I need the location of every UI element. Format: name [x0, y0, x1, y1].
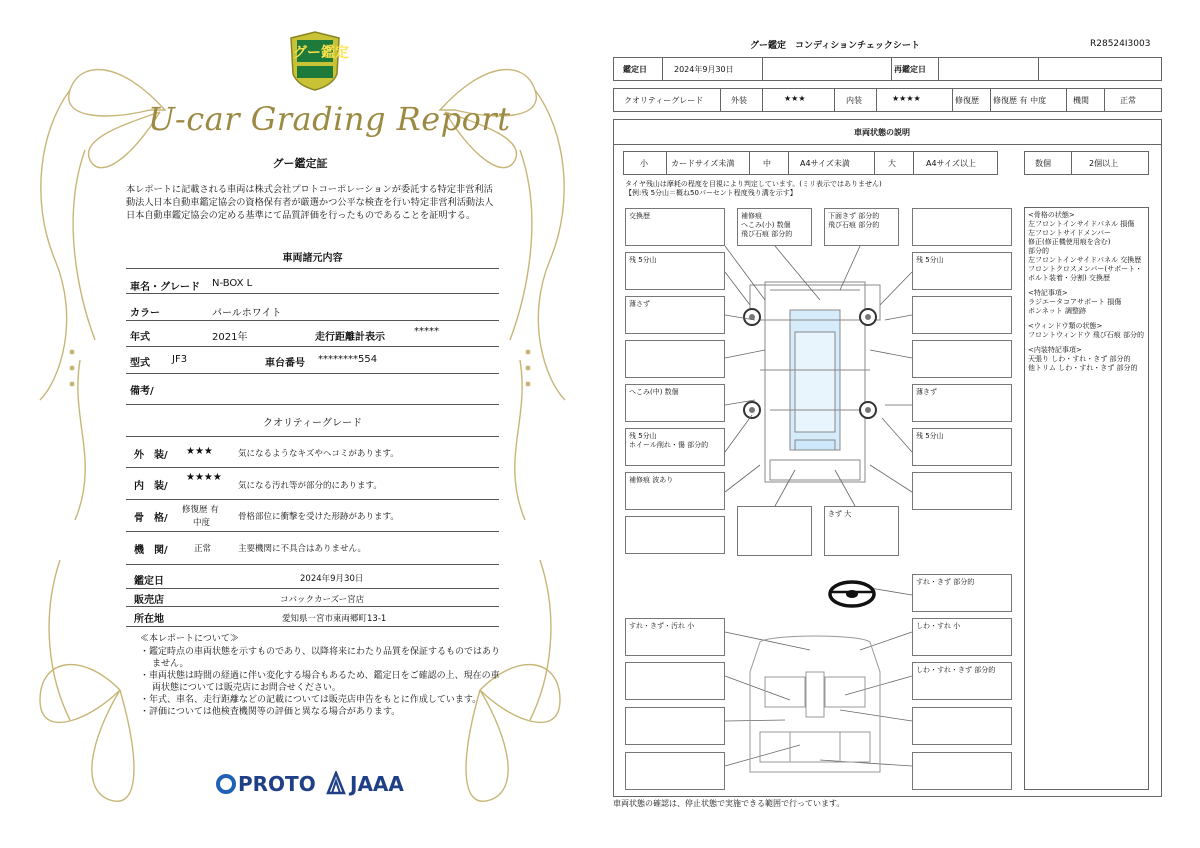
divider: [126, 564, 499, 565]
frame-label: 骨 格/: [134, 513, 168, 524]
address-label: 所在地: [134, 614, 164, 625]
divider: [126, 436, 499, 437]
legend-large-desc: A4サイズ以上: [926, 159, 976, 168]
interior-label: 内 装/: [134, 481, 168, 492]
note-item: ・鑑定時点の車両状態を示すものであり、以降将来にわたり品質を保証するものではありません。: [140, 647, 501, 669]
spec-section-title: 車両諸元内容: [282, 253, 343, 264]
divider: [126, 499, 499, 500]
engine-value: 正常: [194, 544, 212, 554]
tire-note-1: タイヤ残山は摩耗の程度を目視により判定しています。(ミリ表示ではありません): [625, 180, 882, 188]
note-box: [625, 516, 725, 554]
note-box: 残 5分山: [912, 252, 1012, 290]
frame-value-2: 中度: [193, 518, 211, 528]
engine-text: 主要機関に不具合はありません。: [238, 544, 367, 554]
report-notes: [140, 633, 500, 718]
note-box: [912, 340, 1012, 378]
note-box: しわ・すれ・きず 部分的: [912, 662, 1012, 700]
model-label: 型式: [130, 358, 150, 369]
address-value: 愛知県一宮市東両郷町13-1: [282, 614, 387, 624]
certificate-title: グー鑑定証: [272, 157, 328, 170]
engine-label: 機 関/: [134, 545, 168, 556]
side-notes-panel: [1024, 207, 1149, 790]
note-box: [625, 707, 725, 745]
exterior-stars: ★★★: [784, 94, 806, 103]
legend-medium: 中: [763, 159, 771, 168]
remarks-label: 備考/: [130, 386, 154, 397]
sheet-title: グー鑑定 コンディションチェックシート: [750, 41, 920, 51]
repair-label: 修復歴: [955, 96, 979, 105]
divider: [126, 346, 499, 347]
divider: [126, 606, 499, 607]
jaaa-brand: JAAA: [350, 772, 404, 796]
date-value: 2024年9月30日: [674, 65, 734, 74]
note-box: [912, 707, 1012, 745]
note-box: 残 5分山: [912, 428, 1012, 466]
dealer-value: コバックカーズー宮店: [280, 595, 365, 605]
exterior-text: 気になるようなキズやヘコミがあります。: [238, 449, 399, 459]
proto-logo-icon: [215, 773, 237, 795]
exterior-label: 外 装/: [134, 450, 168, 461]
proto-brand: PROTO: [238, 772, 316, 796]
exterior-stars: ★★★: [186, 446, 213, 457]
legend-count-desc: 2個以上: [1089, 159, 1119, 168]
note-box: 残 5分山: [625, 252, 725, 290]
mileage-label: 走行距離計表示: [315, 332, 385, 343]
sheet-id: R28524I3003: [1090, 39, 1151, 49]
divider: [126, 404, 499, 405]
report-title: U-car Grading Report: [148, 100, 511, 138]
year-value: 2021年: [212, 332, 248, 343]
note-item: ・評価については他検査機関等の評価と異なる場合があります。: [140, 707, 401, 717]
divider: [126, 531, 499, 532]
note-box: [912, 208, 1012, 246]
jaaa-logo-icon: [326, 771, 346, 795]
color-value: パールホワイト: [212, 308, 282, 319]
chassis-label: 車台番号: [265, 358, 305, 369]
note-box: [737, 506, 812, 556]
frame-value-1: 修復歴 有: [182, 505, 219, 515]
appraisal-date-value: 2024年9月30日: [300, 574, 364, 584]
note-box: [625, 340, 725, 378]
appraisal-date-label: 鑑定日: [134, 576, 164, 587]
note-box: [912, 296, 1012, 334]
divider: [126, 373, 499, 374]
frame-text: 骨格部位に衝撃を受けた形跡があります。: [238, 512, 399, 522]
divider: [126, 588, 499, 589]
model-value: JF3: [172, 354, 188, 365]
car-name-label: 車名・グレード: [130, 282, 200, 293]
note-item: ・車両状態は時間の経過に伴い変化する場合もあるため、鑑定日をご確認の上、現在の車両状態については販売店にお問合せください。: [140, 671, 500, 693]
year-label: 年式: [130, 332, 150, 343]
mileage-value: *****: [414, 326, 439, 337]
tire-note-2: 【例:残 5分山＝概ね50パーセント程度残り溝を示す】: [625, 189, 797, 197]
legend-large: 大: [888, 159, 896, 168]
note-box: しわ・すれ 小: [912, 618, 1012, 656]
note-box: [912, 752, 1012, 790]
note-box: へこみ(中) 数個: [625, 384, 725, 422]
divider: [126, 626, 499, 627]
side-panel-text: <骨格の状態> 左フロントインサイドパネル 損傷 左フロントサイドメンバー 修正(修正機使用痕を含む) 部分的 左フロントインサイドパネル 交換歴 フロントクロスメンバー(サポート・ボルト装着・分割) 交換歴 <特記事項> ラジエータコアサポート 損傷 ボンネット 調整跡 <ウィンドウ類の状態> フロントウィンドウ 飛び石痕 部分的 <内装特記事項> 天張り しわ・すれ・きず 部分的 他トリム しわ・すれ・きず 部分的: [1028, 211, 1145, 372]
exterior-label: 外装: [731, 96, 747, 105]
note-box: 薄きず: [912, 384, 1012, 422]
interior-label: 内装: [846, 96, 862, 105]
notes-title: ≪本レポートについて≫: [140, 634, 239, 644]
chassis-value: ********554: [318, 354, 378, 365]
divider: [126, 293, 499, 294]
note-box: [625, 752, 725, 790]
note-box: 補修痕 波あり: [625, 472, 725, 510]
condition-check-sheet: [600, 0, 1200, 848]
note-box: すれ・きず 部分的: [912, 574, 1012, 612]
reappraisal-label: 再鑑定日: [894, 65, 926, 74]
car-interior-diagram: [740, 632, 890, 782]
interior-stars: ★★★★: [892, 94, 921, 103]
dealer-label: 販売店: [134, 595, 164, 606]
date-label: 鑑定日: [623, 65, 647, 74]
note-box: すれ・きず・汚れ 小: [625, 618, 725, 656]
note-box: 補修痕 へこみ(小) 数個 飛び石痕 部分的: [737, 208, 812, 246]
divider: [126, 268, 499, 269]
legend-count: 数個: [1035, 159, 1051, 168]
interior-text: 気になる汚れ等が部分的にあります。: [238, 481, 382, 491]
legend-small: 小: [640, 159, 648, 168]
certificate-body: 本レポートに記載される車両は株式会社プロトコーポレーションが委託する特定非営利活動法人日本自動車鑑定協会の資格保有者が厳選かつ公平な検査を行い特定非営利活動法人日本自動車鑑定協会の定める基準にて品質評価を行ったものであることを証明する。: [126, 184, 494, 221]
note-box: 薄さず: [625, 296, 725, 334]
footer-note: 車両状態の確認は、停止状態で実施できる範囲で行っています。: [613, 799, 845, 808]
engine-value: 正常: [1120, 96, 1136, 105]
note-box: 下面きず 部分的 飛び石痕 部分的: [824, 208, 899, 246]
engine-label: 機関: [1073, 96, 1089, 105]
steering-wheel-icon: [826, 578, 878, 610]
legend-small-desc: カードサイズ未満: [671, 159, 735, 168]
legend-medium-desc: A4サイズ未満: [800, 159, 850, 168]
note-box: 残 5分山 ホイール削れ・傷 部分的: [625, 428, 725, 466]
note-item: ・年式、車名、走行距離などの記載については販売店申告をもとに作成しています。: [140, 695, 482, 705]
interior-stars: ★★★★: [186, 472, 222, 483]
note-box: きず 大: [824, 506, 899, 556]
note-box: [912, 472, 1012, 510]
logo-text: グー鑑定: [293, 45, 349, 61]
section-title: 車両状態の説明: [854, 128, 910, 137]
color-label: カラー: [130, 308, 160, 319]
repair-value: 修復歴 有 中度: [993, 96, 1047, 105]
note-box: 交換歴: [625, 208, 725, 246]
quality-section-title: クオリティーグレード: [263, 418, 362, 429]
divider: [126, 320, 499, 321]
grade-label: クオリティーグレード: [624, 96, 704, 105]
note-box: [625, 662, 725, 700]
divider: [126, 467, 499, 468]
car-name-value: N-BOX L: [212, 278, 253, 289]
